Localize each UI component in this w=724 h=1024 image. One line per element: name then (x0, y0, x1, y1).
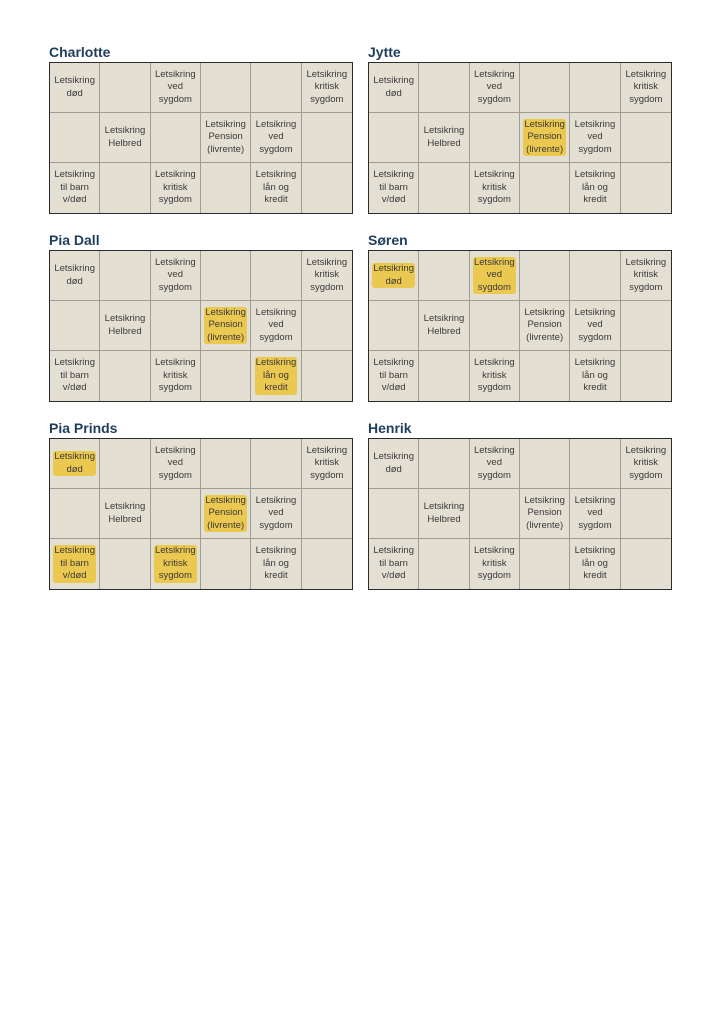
coverage-cell (151, 163, 201, 213)
coverage-label: Letsikring til barn v/død (373, 357, 414, 394)
person-name: Søren (368, 232, 408, 248)
coverage-cell (50, 301, 100, 351)
coverage-cell (621, 63, 671, 113)
coverage-cell (520, 163, 570, 213)
highlighted-coverage-label: Letsikring Pension (livrente) (205, 306, 246, 343)
coverage-label: Letsikring til barn v/død (373, 545, 414, 582)
person-name: Henrik (368, 420, 412, 436)
coverage-cell (369, 251, 419, 301)
coverage-label: Letsikring kritisk sygdom (154, 169, 196, 206)
coverage-cell (50, 539, 100, 589)
coverage-cell (520, 489, 570, 539)
coverage-cell (369, 351, 419, 401)
coverage-cell (570, 113, 620, 163)
coverage-cell (470, 351, 520, 401)
coverage-label: Letsikring kritisk sygdom (625, 444, 667, 481)
coverage-label: Letsikring til barn v/død (54, 169, 95, 206)
coverage-cell (470, 301, 520, 351)
coverage-cell (201, 63, 251, 113)
coverage-cell (570, 539, 620, 589)
highlighted-coverage-label: Letsikring lån og kredit (255, 357, 297, 394)
coverage-cell (201, 163, 251, 213)
coverage-label: Letsikring død (54, 75, 95, 99)
coverage-label: Letsikring Helbred (104, 125, 146, 149)
coverage-cell (621, 163, 671, 213)
coverage-label: Letsikring ved sygdom (255, 118, 297, 155)
coverage-cell (100, 539, 150, 589)
coverage-label: Letsikring lån og kredit (574, 357, 616, 394)
coverage-label: Letsikring ved sygdom (473, 68, 515, 105)
coverage-cell (520, 251, 570, 301)
coverage-label: Letsikring kritisk sygdom (306, 444, 348, 481)
coverage-cell (470, 113, 520, 163)
coverage-cell (369, 63, 419, 113)
coverage-cell (419, 301, 469, 351)
coverage-cell (470, 439, 520, 489)
coverage-cell (369, 113, 419, 163)
person-name: Jytte (368, 44, 401, 60)
coverage-cell (302, 113, 352, 163)
coverage-cell (251, 489, 301, 539)
coverage-cell (302, 489, 352, 539)
coverage-label: Letsikring død (373, 451, 414, 475)
coverage-cell (100, 113, 150, 163)
coverage-cell (151, 301, 201, 351)
coverage-cell (570, 251, 620, 301)
coverage-cell (470, 539, 520, 589)
coverage-label: Letsikring lån og kredit (255, 169, 297, 206)
coverage-label: Letsikring kritisk sygdom (625, 68, 667, 105)
coverage-cell (151, 351, 201, 401)
coverage-grid (49, 250, 353, 402)
coverage-label: Letsikring kritisk sygdom (473, 545, 515, 582)
highlighted-coverage-label: Letsikring død (373, 263, 414, 287)
coverage-grid (368, 62, 672, 214)
coverage-label: Letsikring Helbred (423, 125, 465, 149)
coverage-label: Letsikring død (54, 263, 95, 287)
coverage-label: Letsikring Helbred (104, 501, 146, 525)
coverage-cell (570, 439, 620, 489)
coverage-cell (369, 539, 419, 589)
coverage-cell (419, 489, 469, 539)
coverage-cell (100, 489, 150, 539)
coverage-cell (302, 539, 352, 589)
person-card (368, 420, 674, 590)
coverage-cell (570, 163, 620, 213)
coverage-cell (570, 351, 620, 401)
highlighted-coverage-label: Letsikring kritisk sygdom (154, 545, 196, 582)
coverage-cell (621, 301, 671, 351)
coverage-cell (50, 489, 100, 539)
coverage-cell (621, 351, 671, 401)
coverage-label: Letsikring død (373, 75, 414, 99)
coverage-label: Letsikring Helbred (104, 313, 146, 337)
coverage-grid (49, 438, 353, 590)
coverage-cell (302, 163, 352, 213)
highlighted-coverage-label: Letsikring død (54, 451, 95, 475)
coverage-label: Letsikring Pension (livrente) (524, 306, 565, 343)
coverage-label: Letsikring Helbred (423, 313, 465, 337)
coverage-cell (520, 439, 570, 489)
coverage-cell (419, 251, 469, 301)
coverage-cell (520, 351, 570, 401)
coverage-cell (251, 301, 301, 351)
coverage-cell (151, 489, 201, 539)
coverage-cell (201, 251, 251, 301)
coverage-label: Letsikring Pension (livrente) (205, 118, 246, 155)
coverage-cell (520, 539, 570, 589)
coverage-cell (201, 113, 251, 163)
coverage-cell (470, 489, 520, 539)
coverage-label: Letsikring kritisk sygdom (473, 357, 515, 394)
coverage-cell (151, 113, 201, 163)
coverage-label: Letsikring Helbred (423, 501, 465, 525)
coverage-cell (520, 113, 570, 163)
coverage-cell (251, 539, 301, 589)
coverage-cell (151, 251, 201, 301)
coverage-cell (419, 63, 469, 113)
coverage-cell (302, 63, 352, 113)
coverage-cell (50, 251, 100, 301)
coverage-cell (621, 251, 671, 301)
coverage-cell (419, 539, 469, 589)
person-card (49, 232, 355, 402)
coverage-cell (369, 301, 419, 351)
coverage-label: Letsikring kritisk sygdom (306, 256, 348, 293)
coverage-cell (520, 301, 570, 351)
coverage-cell (100, 439, 150, 489)
coverage-cell (50, 163, 100, 213)
coverage-cell (251, 63, 301, 113)
highlighted-coverage-label: Letsikring Pension (livrente) (524, 118, 565, 155)
coverage-cell (470, 63, 520, 113)
coverage-label: Letsikring lån og kredit (255, 545, 297, 582)
coverage-cell (470, 163, 520, 213)
coverage-cell (419, 439, 469, 489)
coverage-cell (570, 489, 620, 539)
coverage-cell (470, 251, 520, 301)
person-card (49, 420, 355, 590)
coverage-label: Letsikring ved sygdom (574, 118, 616, 155)
person-card (368, 232, 674, 402)
highlighted-coverage-label: Letsikring Pension (livrente) (205, 494, 246, 531)
coverage-cell (419, 351, 469, 401)
coverage-cell (369, 489, 419, 539)
coverage-cell (302, 251, 352, 301)
coverage-label: Letsikring kritisk sygdom (625, 256, 667, 293)
coverage-cell (251, 251, 301, 301)
coverage-cell (201, 539, 251, 589)
coverage-label: Letsikring ved sygdom (255, 306, 297, 343)
coverage-cell (419, 113, 469, 163)
person-name: Pia Dall (49, 232, 100, 248)
coverage-cell (50, 351, 100, 401)
coverage-label: Letsikring kritisk sygdom (154, 357, 196, 394)
coverage-label: Letsikring til barn v/død (54, 357, 95, 394)
coverage-cell (621, 489, 671, 539)
coverage-label: Letsikring lån og kredit (574, 169, 616, 206)
coverage-label: Letsikring ved sygdom (154, 256, 196, 293)
coverage-cell (201, 301, 251, 351)
coverage-cell (201, 439, 251, 489)
person-name: Charlotte (49, 44, 111, 60)
coverage-cell (151, 63, 201, 113)
coverage-grid (49, 62, 353, 214)
coverage-cell (100, 351, 150, 401)
person-card (368, 44, 674, 214)
coverage-cell (151, 439, 201, 489)
coverage-label: Letsikring ved sygdom (574, 494, 616, 531)
coverage-cell (369, 439, 419, 489)
coverage-label: Letsikring ved sygdom (574, 306, 616, 343)
coverage-cell (201, 489, 251, 539)
person-card (49, 44, 355, 214)
coverage-label: Letsikring Pension (livrente) (524, 494, 565, 531)
coverage-cell (100, 163, 150, 213)
coverage-cell (251, 113, 301, 163)
highlighted-coverage-label: Letsikring til barn v/død (54, 545, 95, 582)
coverage-grid (368, 250, 672, 402)
coverage-cell (251, 351, 301, 401)
coverage-grid (368, 438, 672, 590)
coverage-label: Letsikring ved sygdom (473, 444, 515, 481)
coverage-cell (100, 63, 150, 113)
coverage-cell (621, 539, 671, 589)
coverage-label: Letsikring ved sygdom (154, 68, 196, 105)
coverage-label: Letsikring kritisk sygdom (473, 169, 515, 206)
coverage-label: Letsikring lån og kredit (574, 545, 616, 582)
coverage-cell (251, 163, 301, 213)
coverage-cell (100, 301, 150, 351)
coverage-cell (302, 351, 352, 401)
coverage-cell (50, 439, 100, 489)
coverage-cell (621, 113, 671, 163)
coverage-label: Letsikring ved sygdom (154, 444, 196, 481)
coverage-cell (151, 539, 201, 589)
coverage-cell (100, 251, 150, 301)
coverage-cell (302, 301, 352, 351)
coverage-cell (201, 351, 251, 401)
person-name: Pia Prinds (49, 420, 118, 436)
coverage-cell (570, 301, 620, 351)
coverage-cell (570, 63, 620, 113)
coverage-label: Letsikring kritisk sygdom (306, 68, 348, 105)
coverage-cell (302, 439, 352, 489)
coverage-label: Letsikring ved sygdom (255, 494, 297, 531)
coverage-cell (621, 439, 671, 489)
coverage-cell (50, 113, 100, 163)
coverage-cell (520, 63, 570, 113)
coverage-label: Letsikring til barn v/død (373, 169, 414, 206)
highlighted-coverage-label: Letsikring ved sygdom (473, 256, 515, 293)
coverage-cell (251, 439, 301, 489)
coverage-cell (419, 163, 469, 213)
coverage-cell (369, 163, 419, 213)
coverage-cell (50, 63, 100, 113)
